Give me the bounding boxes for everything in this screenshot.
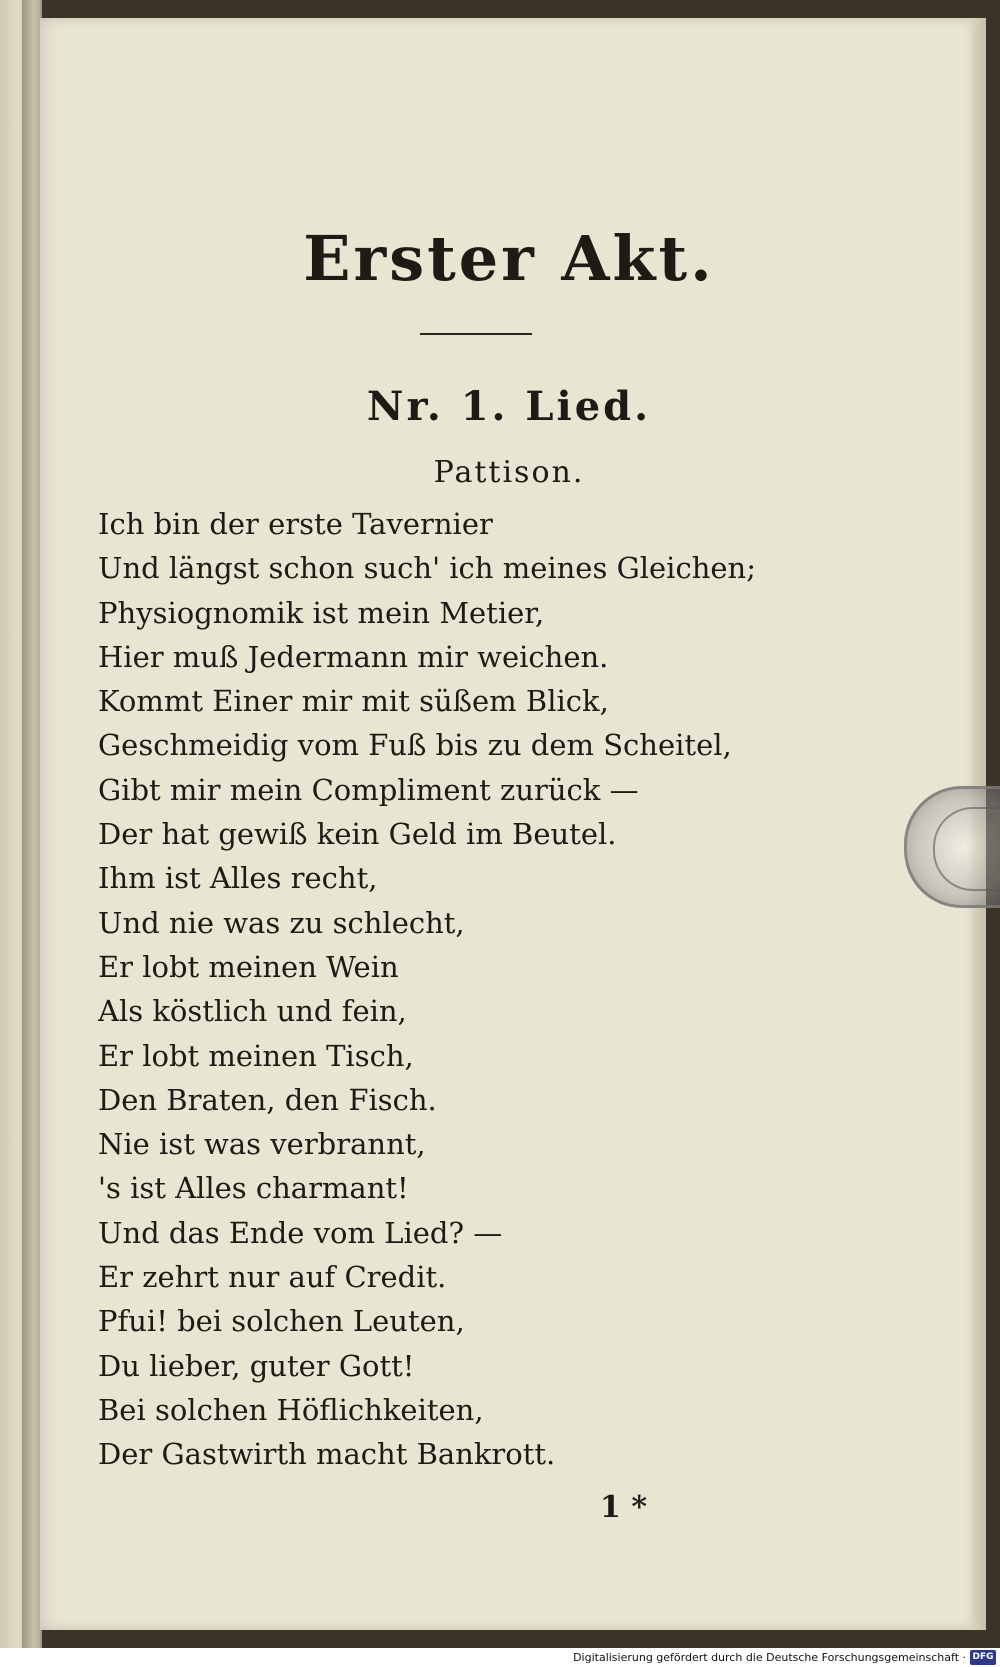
page-clip-inner (933, 807, 1000, 891)
verse-line: Und längst schon such' ich meines Gleichen; (98, 551, 756, 586)
page-number: 1 * (600, 1490, 648, 1525)
verse-line: Nie ist was verbrannt, (98, 1127, 426, 1162)
act-title: Erster Akt. (303, 222, 715, 295)
verse-line: Physiognomik ist mein Metier, (98, 595, 545, 630)
verse-line: Als köstlich und fein, (98, 994, 407, 1029)
verse-line: Er lobt meinen Wein (98, 949, 399, 984)
dfg-logo-icon: DFG (970, 1650, 996, 1665)
verse-line: Der Gastwirth macht Bankrott. (98, 1437, 556, 1472)
verse-line: Kommt Einer mir mit süßem Blick, (98, 684, 609, 719)
verse-line: Pfui! bei solchen Leuten, (98, 1304, 465, 1339)
verse-line: Und das Ende vom Lied? — (98, 1215, 503, 1250)
verse-line: Du lieber, guter Gott! (98, 1348, 415, 1383)
footer-credit: Digitalisierung gefördert durch die Deutsche Forschungsgemeinschaft · (573, 1651, 966, 1664)
verse-line: Er zehrt nur auf Credit. (98, 1260, 447, 1295)
verse-line: Bei solchen Höflichkeiten, (98, 1392, 484, 1427)
title-divider (420, 333, 532, 335)
verse-line: Geschmeidig vom Fuß bis zu dem Scheitel, (98, 728, 732, 763)
verse-line: Gibt mir mein Compliment zurück — (98, 772, 639, 807)
verse-line: Hier muß Jedermann mir weichen. (98, 639, 609, 674)
verse-line: Ihm ist Alles recht, (98, 861, 378, 896)
verse-line: Er lobt meinen Tisch, (98, 1038, 414, 1073)
verse-line: Den Braten, den Fisch. (98, 1082, 437, 1117)
verse-line: Und nie was zu schlecht, (98, 905, 465, 940)
verse-block (98, 502, 838, 1477)
speaker-name: Pattison. (433, 455, 585, 490)
verse-line: 's ist Alles charmant! (98, 1171, 409, 1206)
verse-line: Ich bin der erste Tavernier (98, 507, 493, 541)
song-heading: Nr. 1. Lied. (366, 383, 652, 430)
book-gutter (22, 0, 42, 1667)
verse-line: Der hat gewiß kein Geld im Beutel. (98, 817, 617, 852)
